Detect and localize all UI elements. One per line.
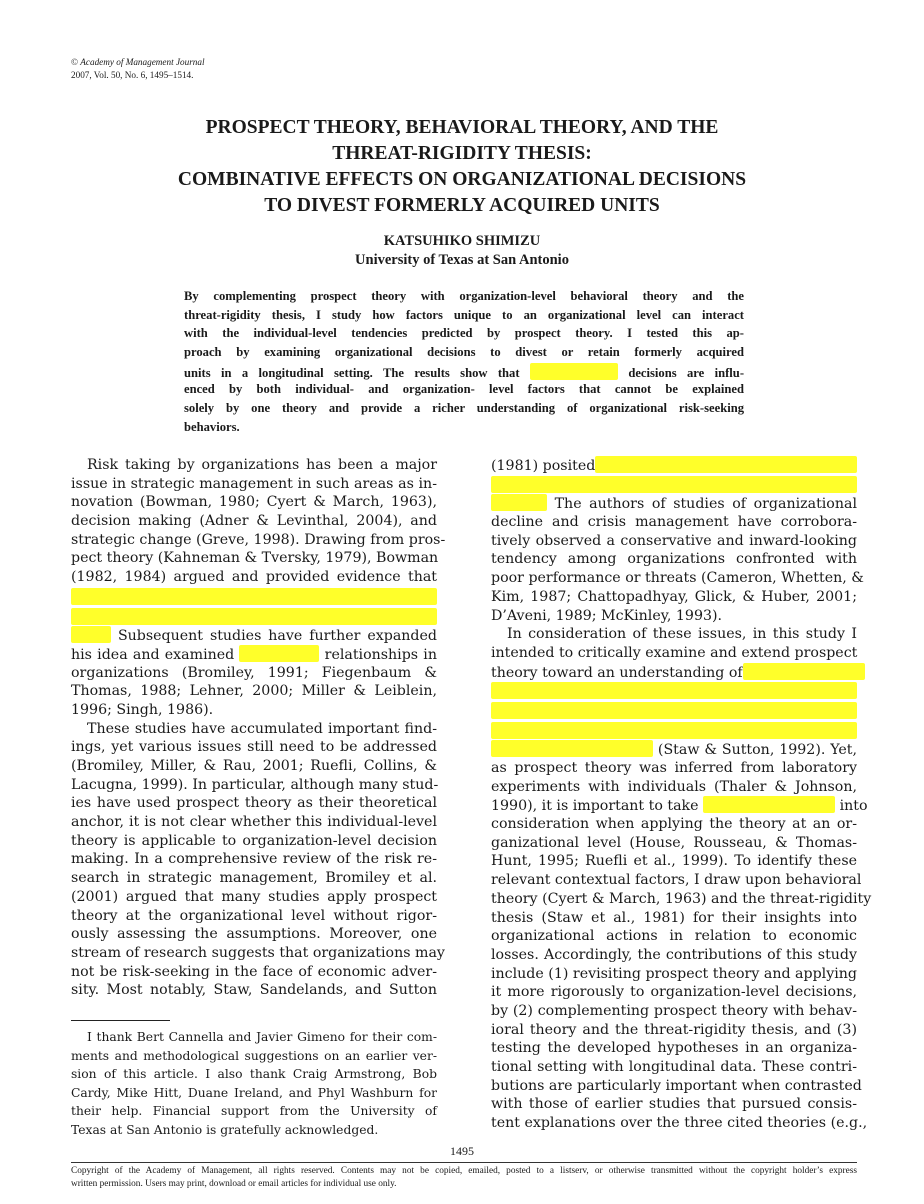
- body-line: theory (Cyert & March, 1963) and the threat-rigidity: [491, 890, 872, 907]
- footnote-line: Cardy, Mike Hitt, Duane Ireland, and Phyl Washburn for: [71, 1085, 437, 1100]
- footnote-line: sion of this article. I also thank Craig Armstrong, Bob: [71, 1067, 437, 1082]
- footnote-line: their help. Financial support from the University of: [71, 1104, 437, 1119]
- body-line: organizations (Bromiley, 1991; Fiegenbaum &: [71, 664, 437, 681]
- redaction-highlight: [491, 702, 857, 719]
- body-text: into: [839, 798, 868, 815]
- title-line: TO DIVEST FORMERLY ACQUIRED UNITS: [264, 195, 660, 216]
- redaction-highlight: [703, 796, 835, 813]
- body-line: [491, 456, 857, 475]
- journal-citation: 2007, Vol. 50, No. 6, 1495–1514.: [71, 70, 194, 80]
- body-line: In consideration of these issues, in this study I: [507, 626, 857, 643]
- body-line: consideration when applying the theory at an or-: [491, 816, 857, 833]
- article-title: [0, 115, 924, 219]
- body-text: theory toward an understanding of: [491, 664, 743, 681]
- body-line: with those of earlier studies that pursued consis-: [491, 1096, 857, 1113]
- body-line: relevant contextual factors, I draw upon behavioral: [491, 872, 862, 889]
- right-column: [491, 456, 872, 1133]
- body-line: thesis (Staw et al., 1981) for their insights into: [491, 909, 857, 926]
- body-line: [491, 796, 868, 815]
- abstract-line: with the individual-level tendencies predicted by prospect theory. I tested this ap-: [184, 326, 744, 341]
- body-line: D’Aveni, 1989; McKinley, 1993).: [491, 607, 723, 624]
- body-text: (Staw & Sutton, 1992). Yet,: [657, 742, 857, 759]
- footnote: [71, 1028, 437, 1140]
- highlight-line: [491, 476, 857, 495]
- body-line: Lacugna, 1999). In particular, although many stud-: [71, 776, 439, 793]
- body-text: 1990), it is important to take: [491, 798, 699, 815]
- body-text: (1981) posited: [491, 458, 596, 474]
- body-text: The authors of studies of organizational: [554, 496, 857, 513]
- body-line: (2001) argued that many studies apply prospect: [71, 888, 437, 905]
- title-line: COMBINATIVE EFFECTS ON ORGANIZATIONAL DECISIONS: [177, 169, 747, 190]
- body-line: (Bromiley, Miller, & Rau, 2001; Ruefli, Collins, &: [71, 758, 437, 774]
- body-line: intended to critically examine and extend prospect: [491, 644, 858, 661]
- abstract-line: By complementing prospect theory with organization-level behavioral theory and the: [184, 289, 744, 303]
- footnote-line: ments and methodological suggestions on an earlier ver-: [71, 1048, 437, 1063]
- body-line: [71, 626, 437, 645]
- journal-header: [71, 56, 205, 82]
- redaction-highlight: [491, 494, 547, 511]
- body-text: relationships in: [324, 646, 437, 663]
- body-line: as prospect theory was inferred from laboratory: [491, 760, 857, 776]
- body-line: pect theory (Kahneman & Tversky, 1979), Bowman: [71, 550, 439, 567]
- redaction-highlight: [530, 363, 618, 380]
- footnote-line: I thank Bert Cannella and Javier Gimeno for their com-: [87, 1030, 437, 1044]
- author-affiliation: University of Texas at San Antonio: [355, 252, 569, 268]
- title-line: THREAT-RIGIDITY THESIS:: [332, 143, 592, 164]
- body-line: ously assessing the assumptions. Moreover, one: [71, 926, 437, 943]
- body-line: [491, 663, 857, 682]
- highlight-line: [491, 722, 857, 741]
- body-line: it more rigorously to organization-level decisions,: [491, 984, 857, 1001]
- body-line: include (1) revisiting prospect theory and applying: [491, 965, 857, 982]
- redaction-highlight: [743, 663, 865, 680]
- author-block: [0, 232, 924, 270]
- body-line: tional setting with longitudinal data. These contri-: [491, 1059, 857, 1075]
- journal-name: Academy of Management Journal: [80, 57, 205, 67]
- page-number: 1495: [450, 1144, 474, 1158]
- copyright-symbol: ©: [71, 57, 78, 67]
- body-line: Risk taking by organizations has been a major: [87, 457, 437, 473]
- body-line: (1982, 1984) argued and provided evidence that: [71, 569, 437, 586]
- body-line: sity. Most notably, Staw, Sandelands, and Sutton: [71, 982, 437, 999]
- body-line: organizational actions in relation to economic: [491, 928, 857, 945]
- body-line: theory is applicable to organization-level decision: [71, 832, 437, 849]
- redaction-highlight: [491, 722, 857, 739]
- redaction-highlight: [491, 476, 857, 493]
- footnote-line: Texas at San Antonio is gratefully acknowledged.: [71, 1122, 379, 1137]
- redaction-highlight: [491, 682, 857, 699]
- body-line: Thomas, 1988; Lehner, 2000; Miller & Leiblein,: [71, 683, 437, 700]
- highlight-line: [491, 682, 857, 701]
- body-line: decline and crisis management have corrobora-: [491, 514, 857, 531]
- abstract-line: behaviors.: [184, 419, 240, 434]
- body-line: decision making (Adner & Levinthal, 2004), and: [71, 513, 437, 530]
- body-line: poor performance or threats (Cameron, Whetten, &: [491, 570, 864, 587]
- body-line: strategic change (Greve, 1998). Drawing from pros-: [71, 531, 446, 548]
- abstract-line: proach by examining organizational decisions to divest or retain formerly acquired: [184, 345, 744, 360]
- abstract-line: enced by both individual- and organization- level factors that cannot be explained: [184, 382, 744, 397]
- abstract-line: [184, 363, 744, 382]
- body-line: ganizational level (House, Rousseau, & Thomas-: [491, 834, 857, 851]
- redaction-highlight: [595, 456, 857, 473]
- body-line: anchor, it is not clear whether this individual-level: [71, 814, 437, 831]
- body-line: not be risk-seeking in the face of economic adver-: [71, 963, 437, 980]
- redaction-highlight: [71, 608, 437, 625]
- body-line: novation (Bowman, 1980; Cyert & March, 1963),: [71, 494, 437, 511]
- body-line: search in strategic management, Bromiley et al.: [71, 870, 437, 887]
- body-line: experiments with individuals (Thaler & Johnson,: [491, 778, 857, 795]
- body-line: ings, yet various issues still need to be addressed: [71, 739, 437, 756]
- body-line: making. In a comprehensive review of the risk re-: [71, 851, 437, 868]
- body-line: losses. Accordingly, the contributions of this study: [491, 946, 857, 963]
- body-line: These studies have accumulated important find-: [87, 720, 437, 737]
- body-line: [491, 740, 857, 759]
- copyright-notice: [71, 1165, 857, 1191]
- body-line: ioral theory and the threat-rigidity thesis, and (3): [491, 1021, 857, 1038]
- copyright-line: Copyright of the Academy of Management, all rights reserved. Contents may not be copied, emailed, posted to a listserv, or otherwise transmitted without the copyright holder’s express: [71, 1166, 857, 1176]
- body-line: Kim, 1987; Chattopadhyay, Glick, & Huber, 2001;: [491, 588, 857, 605]
- abstract-line: threat-rigidity thesis, I study how factors unique to an organizational level can interact: [184, 307, 744, 322]
- left-column: [71, 456, 446, 1000]
- body-line: issue in strategic management in such areas as in-: [71, 475, 437, 492]
- body-line: 1996; Singh, 1986).: [71, 701, 214, 718]
- body-line: [71, 645, 437, 664]
- copyright-rule: [71, 1162, 857, 1163]
- highlight-line: [491, 702, 857, 721]
- body-line: butions are particularly important when contrasted: [491, 1077, 862, 1094]
- abstract-line: solely by one theory and provide a richer understanding of organizational risk-seeking: [184, 401, 744, 416]
- body-line: tively observed a conservative and inward-looking: [491, 532, 857, 549]
- footnote-rule: [71, 1020, 170, 1021]
- abstract: [184, 288, 744, 438]
- body-line: Hunt, 1995; Ruefli et al., 1999). To identify these: [491, 853, 857, 870]
- body-line: by (2) complementing prospect theory with behav-: [491, 1002, 857, 1019]
- highlight-line: [71, 588, 437, 607]
- body-line: ies have used prospect theory as their theoretical: [71, 795, 437, 812]
- body-line: stream of research suggests that organizations may: [71, 944, 445, 961]
- redaction-highlight: [239, 645, 319, 662]
- abstract-text: units in a longitudinal setting. The results show that: [184, 365, 520, 380]
- redaction-highlight: [71, 626, 111, 643]
- redaction-highlight: [71, 588, 437, 605]
- copyright-line: written permission. Users may print, download or email articles for individual use only.: [71, 1179, 397, 1189]
- author-name: KATSUHIKO SHIMIZU: [383, 233, 541, 249]
- body-text: his idea and examined: [71, 646, 235, 663]
- abstract-text: decisions are influ-: [628, 365, 745, 380]
- redaction-highlight: [491, 740, 653, 757]
- body-line: theory at the organizational level without rigor-: [71, 907, 437, 924]
- body-line: testing the developed hypotheses in an organiza-: [491, 1040, 857, 1057]
- body-text: Subsequent studies have further expanded: [117, 628, 437, 645]
- body-line: tendency among organizations confronted with: [491, 551, 857, 568]
- title-line: PROSPECT THEORY, BEHAVIORAL THEORY, AND THE: [205, 117, 719, 138]
- highlight-line: [71, 608, 437, 627]
- body-line: [491, 494, 857, 513]
- body-line: tent explanations over the three cited theories (e.g.,: [491, 1115, 868, 1132]
